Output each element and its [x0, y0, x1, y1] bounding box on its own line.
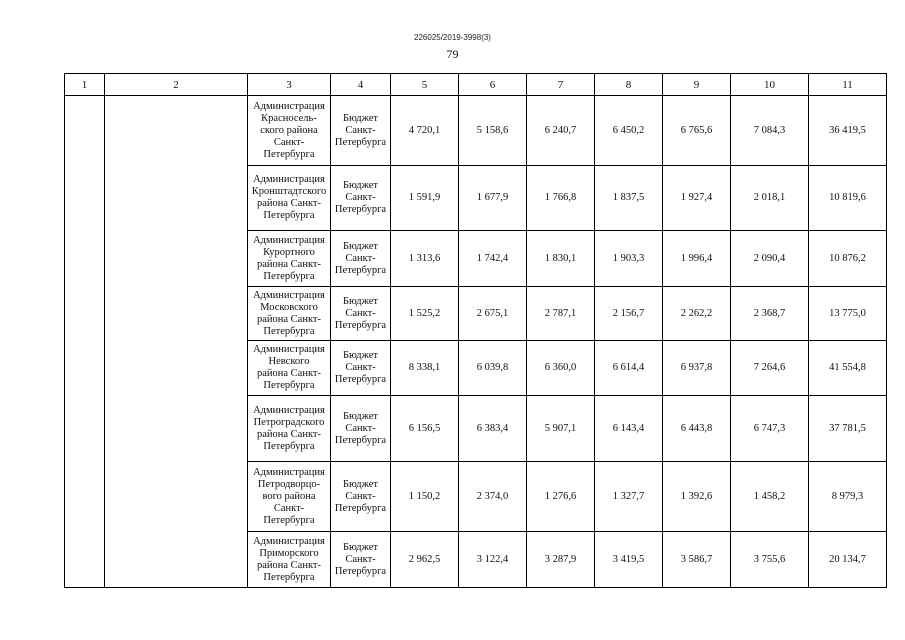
value-cell: 6 614,4	[595, 341, 663, 396]
value-cell: 2 156,7	[595, 287, 663, 341]
value-cell: 1 996,4	[663, 231, 731, 287]
column-header: 1	[65, 74, 105, 96]
value-cell: 2 262,2	[663, 287, 731, 341]
value-cell: 1 591,9	[391, 166, 459, 231]
value-cell: 2 018,1	[731, 166, 809, 231]
value-cell: 3 755,6	[731, 532, 809, 588]
value-cell: 6 039,8	[459, 341, 527, 396]
organization-cell: Администрация Кронштадтского района Санкт- Петербурга	[248, 166, 331, 231]
value-cell: 1 276,6	[527, 462, 595, 532]
total-cell: 36 419,5	[809, 96, 887, 166]
column-header: 4	[331, 74, 391, 96]
value-cell: 1 392,6	[663, 462, 731, 532]
funding-source-cell: Бюджет Санкт- Петербурга	[331, 231, 391, 287]
empty-cell	[65, 96, 105, 588]
organization-cell: Администрация Петроградского района Санкт- Петербурга	[248, 396, 331, 462]
value-cell: 4 720,1	[391, 96, 459, 166]
value-cell: 1 903,3	[595, 231, 663, 287]
value-cell: 2 368,7	[731, 287, 809, 341]
value-cell: 3 287,9	[527, 532, 595, 588]
total-cell: 41 554,8	[809, 341, 887, 396]
value-cell: 1 677,9	[459, 166, 527, 231]
value-cell: 1 313,6	[391, 231, 459, 287]
value-cell: 6 383,4	[459, 396, 527, 462]
value-cell: 6 240,7	[527, 96, 595, 166]
funding-source-cell: Бюджет Санкт- Петербурга	[331, 396, 391, 462]
column-header: 3	[248, 74, 331, 96]
funding-source-cell: Бюджет Санкт- Петербурга	[331, 287, 391, 341]
value-cell: 1 525,2	[391, 287, 459, 341]
funding-source-cell: Бюджет Санкт- Петербурга	[331, 341, 391, 396]
value-cell: 6 360,0	[527, 341, 595, 396]
total-cell: 10 819,6	[809, 166, 887, 231]
column-header: 5	[391, 74, 459, 96]
value-cell: 7 084,3	[731, 96, 809, 166]
value-cell: 1 327,7	[595, 462, 663, 532]
value-cell: 2 675,1	[459, 287, 527, 341]
column-header: 11	[809, 74, 887, 96]
value-cell: 6 765,6	[663, 96, 731, 166]
total-cell: 10 876,2	[809, 231, 887, 287]
organization-cell: Администрация Красносель- ского района Санкт- Петербурга	[248, 96, 331, 166]
value-cell: 6 937,8	[663, 341, 731, 396]
table-row	[65, 96, 887, 166]
value-cell: 3 419,5	[595, 532, 663, 588]
value-cell: 3 586,7	[663, 532, 731, 588]
value-cell: 5 907,1	[527, 396, 595, 462]
value-cell: 6 747,3	[731, 396, 809, 462]
column-header: 10	[731, 74, 809, 96]
value-cell: 2 374,0	[459, 462, 527, 532]
value-cell: 3 122,4	[459, 532, 527, 588]
empty-cell	[105, 96, 248, 588]
value-cell: 6 443,8	[663, 396, 731, 462]
column-header: 7	[527, 74, 595, 96]
value-cell: 1 927,4	[663, 166, 731, 231]
column-header: 8	[595, 74, 663, 96]
organization-cell: Администрация Курортного района Санкт- Петербурга	[248, 231, 331, 287]
header-row	[65, 74, 887, 96]
total-cell: 13 775,0	[809, 287, 887, 341]
organization-cell: Администрация Невского района Санкт- Петербурга	[248, 341, 331, 396]
value-cell: 6 156,5	[391, 396, 459, 462]
organization-cell: Администрация Московского района Санкт- Петербурга	[248, 287, 331, 341]
value-cell: 1 830,1	[527, 231, 595, 287]
total-cell: 8 979,3	[809, 462, 887, 532]
column-header: 6	[459, 74, 527, 96]
value-cell: 6 450,2	[595, 96, 663, 166]
value-cell: 1 458,2	[731, 462, 809, 532]
value-cell: 1 742,4	[459, 231, 527, 287]
value-cell: 2 787,1	[527, 287, 595, 341]
value-cell: 1 150,2	[391, 462, 459, 532]
data-table	[64, 73, 887, 588]
document-number: 226025/2019-3998(3)	[414, 33, 491, 42]
column-header: 9	[663, 74, 731, 96]
total-cell: 20 134,7	[809, 532, 887, 588]
funding-source-cell: Бюджет Санкт- Петербурга	[331, 96, 391, 166]
value-cell: 6 143,4	[595, 396, 663, 462]
value-cell: 2 962,5	[391, 532, 459, 588]
value-cell: 1 766,8	[527, 166, 595, 231]
value-cell: 1 837,5	[595, 166, 663, 231]
funding-source-cell: Бюджет Санкт- Петербурга	[331, 462, 391, 532]
total-cell: 37 781,5	[809, 396, 887, 462]
column-header: 2	[105, 74, 248, 96]
organization-cell: Администрация Петродворцо- вого района Санкт- Петербурга	[248, 462, 331, 532]
page-number: 79	[446, 47, 459, 61]
value-cell: 8 338,1	[391, 341, 459, 396]
value-cell: 7 264,6	[731, 341, 809, 396]
organization-cell: Администрация Приморского района Санкт- Петербурга	[248, 532, 331, 588]
value-cell: 2 090,4	[731, 231, 809, 287]
value-cell: 5 158,6	[459, 96, 527, 166]
funding-source-cell: Бюджет Санкт- Петербурга	[331, 166, 391, 231]
funding-source-cell: Бюджет Санкт- Петербурга	[331, 532, 391, 588]
